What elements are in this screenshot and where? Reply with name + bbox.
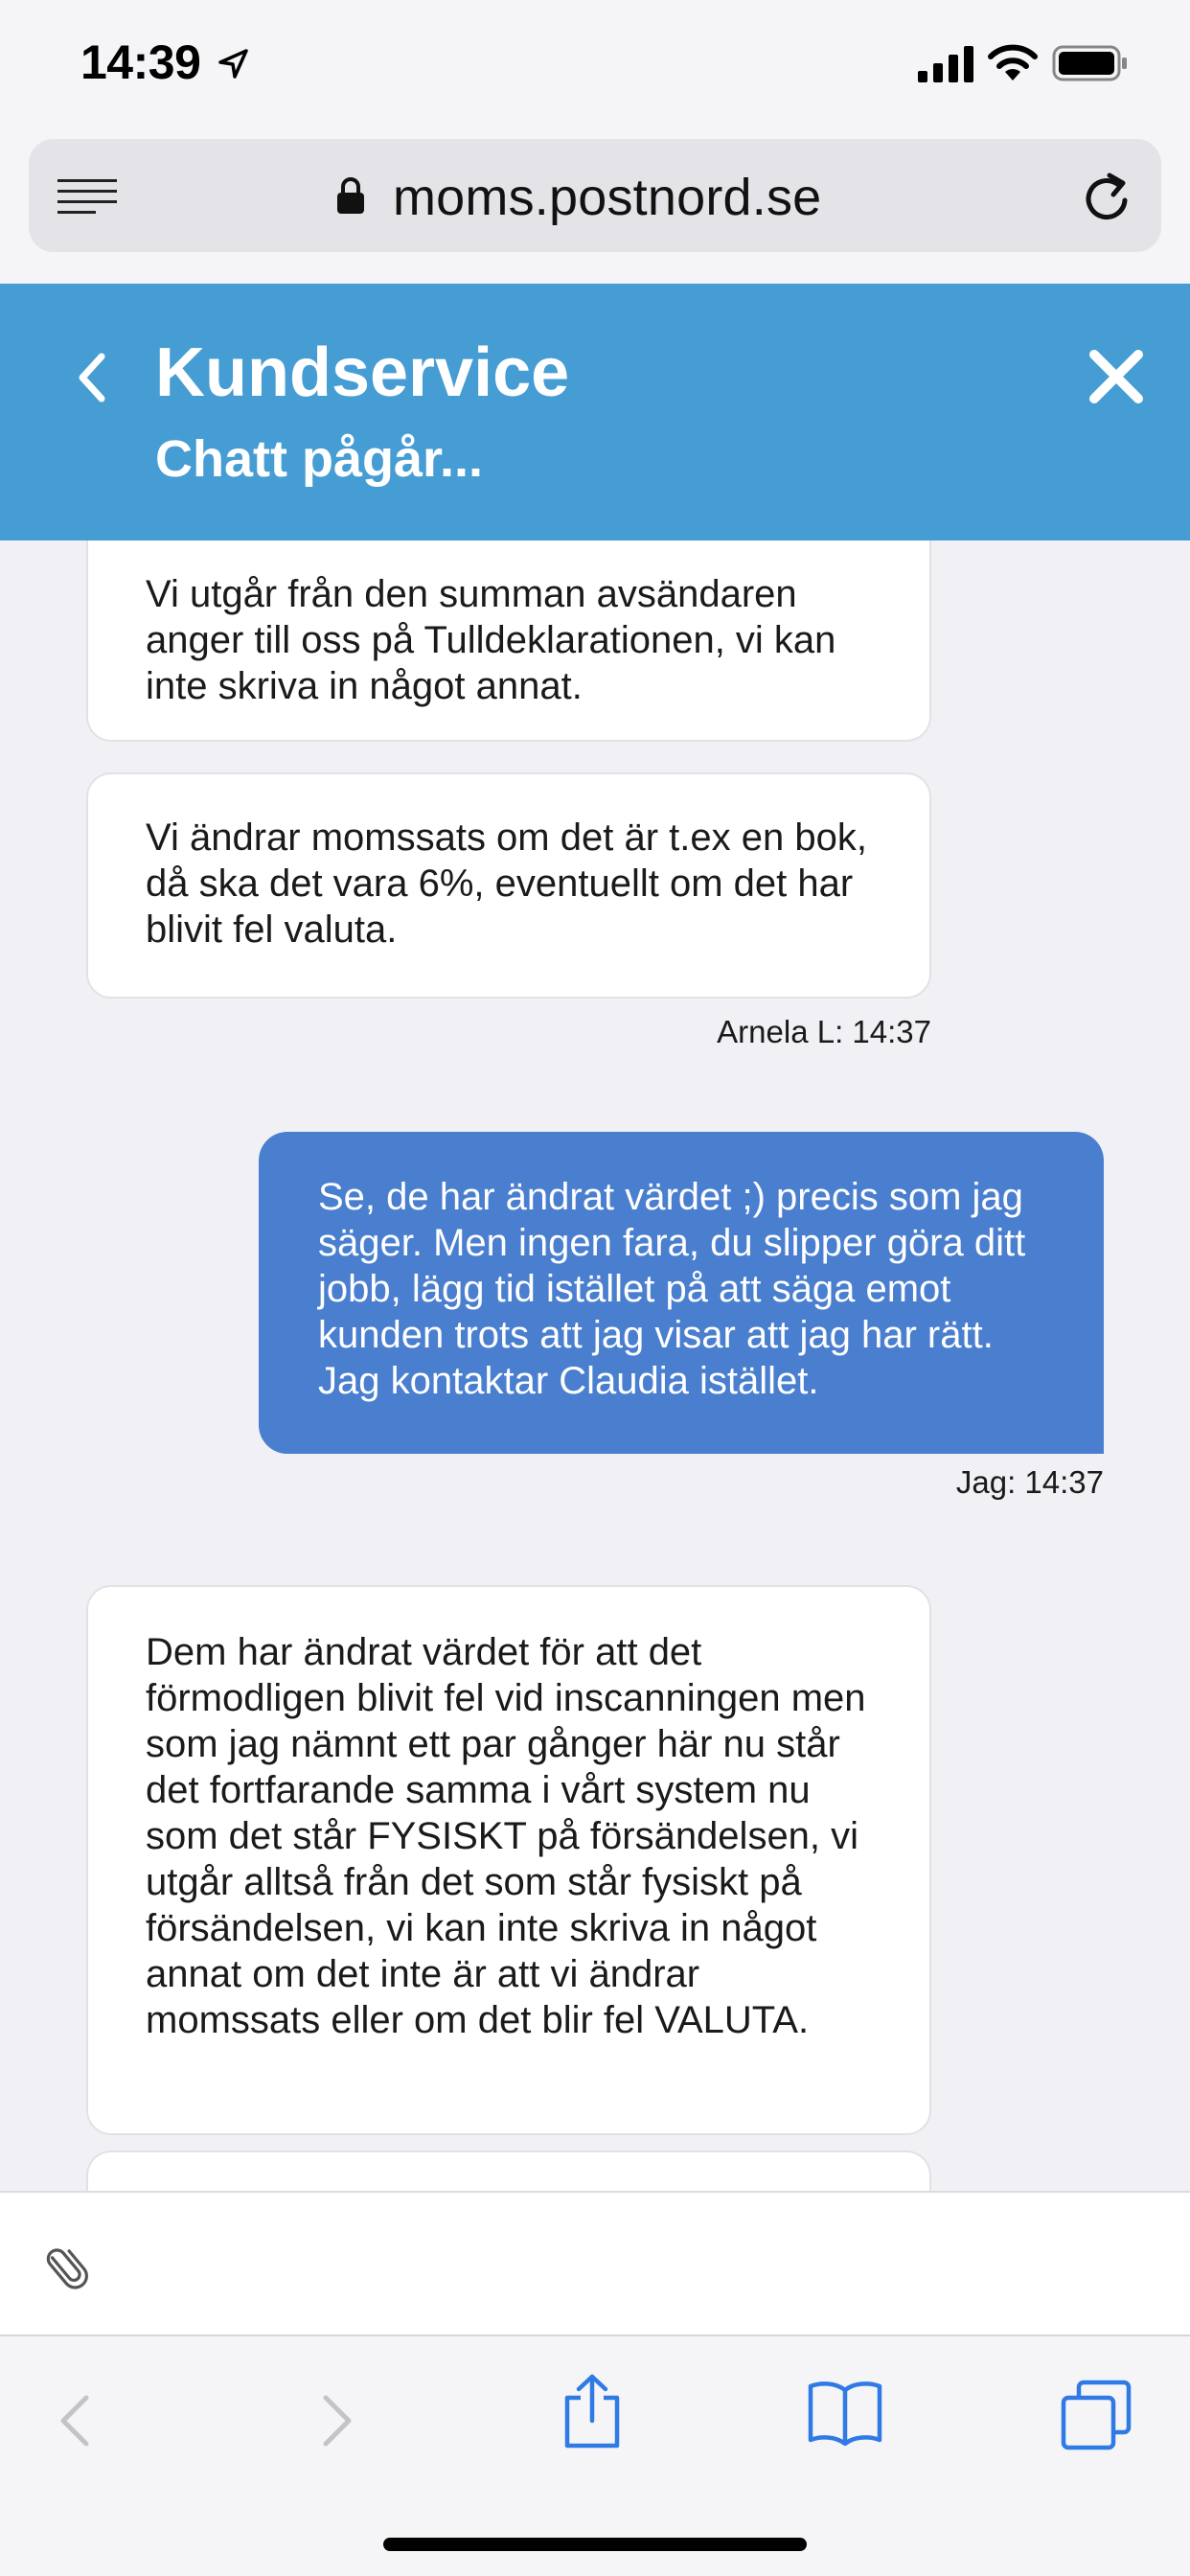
user-message [259,1132,1104,1454]
back-chevron-icon[interactable] [75,351,109,404]
share-icon[interactable] [561,2373,623,2450]
agent-message-partial [86,2150,931,2191]
chat-header [0,284,1190,540]
paperclip-icon[interactable] [46,2242,88,2290]
signal-icon [918,46,975,82]
status-bar [0,0,1190,129]
header-title: Kundservice [155,334,570,411]
browser-back-icon[interactable] [56,2392,94,2450]
battery-icon [1052,44,1129,82]
chat-status: Chatt pågår... [155,430,484,488]
close-icon[interactable] [1088,349,1144,404]
browser-forward-icon[interactable] [318,2392,356,2450]
message-text: Vi utgår från den summan avsändaren anger till oss på Tulldeklarationen, vi kan inte skriva in något annat. [146,573,836,707]
message-composer[interactable] [0,2191,1190,2334]
message-meta: Jag: 14:37 [955,1464,1104,1500]
url-text[interactable]: moms.postnord.se [393,169,822,226]
agent-message [86,1585,931,2135]
browser-address-area [0,129,1190,283]
bookmarks-icon[interactable] [807,2379,883,2446]
reader-menu-icon[interactable] [57,177,117,216]
lock-icon [335,175,366,216]
message-text: Se, de har ändrat värdet ;) precis som jag säger. Men ingen fara, du slipper göra ditt jobb, lägg tid istället på att säga emot kunden trots att jag visar att jag har rätt. Jag kontaktar Claudia istället. [318,1176,1026,1402]
tabs-icon[interactable] [1060,2379,1133,2451]
agent-message [86,772,931,999]
message-meta: Arnela L: 14:37 [717,1014,931,1049]
agent-message [86,540,931,742]
wifi-icon [987,42,1039,82]
message-text: Dem har ändrat värdet för att det förmodligen blivit fel vid inscanningen men som jag nämnt ett par gånger här nu står det fortfarande samma i vårt system nu som det står FYSISKT på försändelsen, vi utgår alltså från det som står fysiskt på försändelsen, vi kan inte skriva in något annat om det inte är att vi ändrar momssats eller om det blir fel VALUTA. [146,1631,866,2041]
address-bar[interactable] [29,139,1161,252]
home-indicator [383,2538,807,2551]
chat-messages[interactable] [0,540,1190,2191]
reload-icon[interactable] [1083,172,1133,223]
status-time: 14:39 [80,35,201,89]
location-arrow-icon [217,48,249,80]
message-text: Vi ändrar momssats om det är t.ex en bok, då ska det vara 6%, eventuellt om det har blivit fel valuta. [146,816,867,951]
